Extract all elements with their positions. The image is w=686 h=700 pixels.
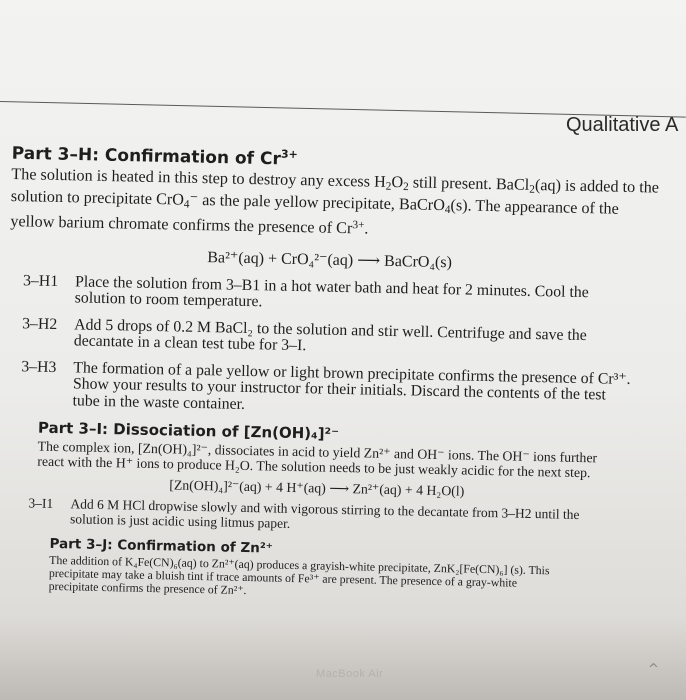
- part-3j-intro: The addition of K₄Fe(CN)₆(aq) to Zn²⁺(aq) produces a grayish-white precipitate, ZnK₂[Fe(CN)₆] (s). This precipitate may take a bluish tint if trace amounts of Fe³⁺ are present. The presence of a gray-white precipitate confirms the presence of Zn²⁺.: [48, 553, 550, 598]
- step-3i1: 3–I1 Add 6 M HCl dropwise slowly and with vigorous stirring to the decantate from 3–H2 until the solution is just acidic using litmus paper.: [28, 495, 580, 531]
- part-3i-intro: The complex ion, [Zn(OH)₄]²⁻, dissociates in acid to yield Zn²⁺ and OH⁻ ions. The OH⁻ ions further react with the H⁺ ions to produce H₂O. The solution needs to be just weakly acidic for the next step.: [37, 439, 598, 481]
- part-3i-equation: [Zn(OH)₄]²⁻(aq) + 4 H⁺(aq) ⟶ Zn²⁺(aq) + 4 H₂O(l): [169, 477, 465, 499]
- part-3h-intro: The solution is heated in this step to destroy any excess $H_2O_2$ still present. BaCl$_2$(aq) is added to the solution to precipitate CrO$_4$⁻ as the pale yellow precipitate, BaCrO$_4$(s). The appearance of the yellow barium chromate confirms the presence of $Cr^{3+}$.: [10, 164, 660, 238]
- part-3i-heading: Part 3–I: Dissociation of [Zn(OH)₄]²⁻: [37, 419, 340, 444]
- part-3j-section: [49, 536, 674, 605]
- part-3j-heading: Part 3–J: Confirmation of Zn²⁺: [49, 536, 274, 557]
- part-3h-equation: Ba²⁺(aq) + CrO₄²⁻(aq) ⟶ BaCrO₄(s): [207, 249, 453, 272]
- laptop-bezel-label: MacBook Air: [316, 668, 384, 680]
- part-3h-heading: Part 3–H: Confirmation of $Cr^{3+}$: [11, 143, 298, 170]
- step-3h2: 3–H2 Add 5 drops of 0.2 M BaCl₂ to the solution and stir well. Centrifuge and save the decantate in a clean test tube for 3–I.: [22, 315, 587, 355]
- step-3h1: 3–H1 Place the solution from 3–B1 in a hot water bath and heat for 2 minutes. Cool the solution to room temperature.: [22, 272, 589, 311]
- step-3h3: 3–H3 The formation of a pale yellow or light brown precipitate confirms the presence of Cr³⁺. Show your results to your instructor for their initials. Discard the contents of the test tube in the waste container.: [21, 358, 631, 413]
- part-3i-section: [28, 419, 676, 539]
- page-header-title: Qualitative A: [566, 114, 679, 136]
- page-content: [3, 142, 682, 606]
- chevron-up-icon: ^: [648, 662, 659, 677]
